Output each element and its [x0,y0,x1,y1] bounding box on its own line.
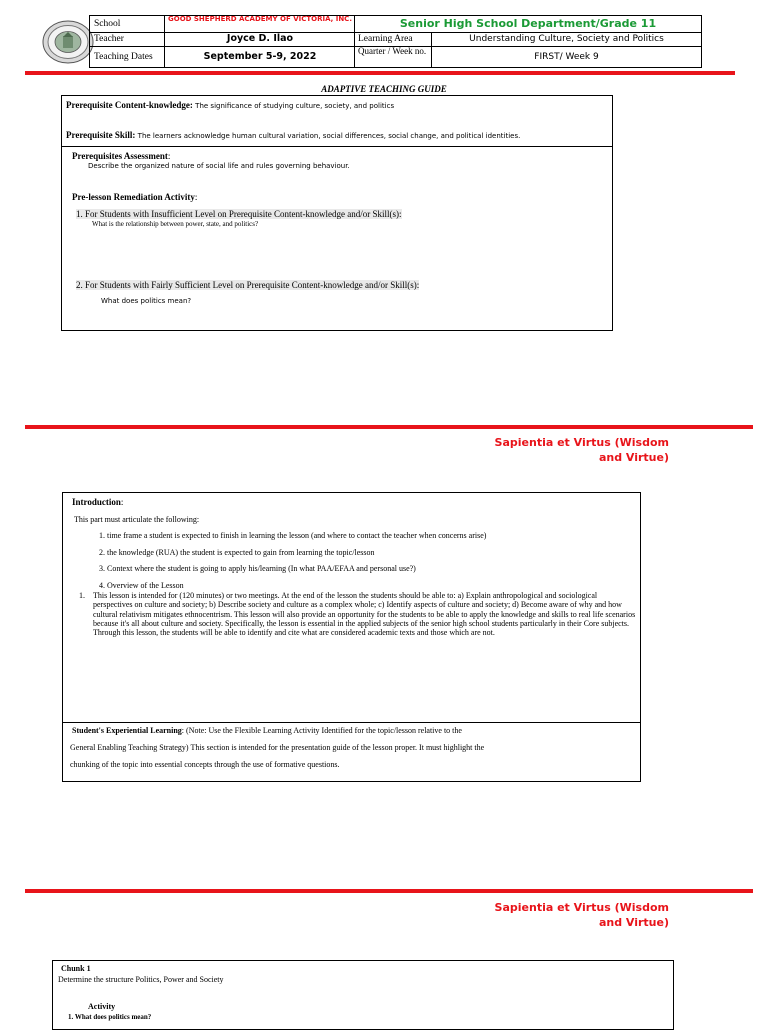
assessment-label: Prerequisites Assessment [72,151,168,161]
quarter-label: Quarter / Week no. [358,46,427,56]
introduction-label: Introduction [72,497,121,507]
remediation-label: Pre-lesson Remediation Activity [72,192,195,202]
school-name: GOOD SHEPHERD ACADEMY OF VICTORIA, INC. [168,15,352,23]
intro-point: 3. Context where the student is going to apply his/learning (In what PAA/EFAA and personal use?) [99,564,416,573]
activity-label: Activity [88,1002,116,1011]
motto-line-1: Sapientia et Virtus (Wisdom [494,436,669,449]
quarter-value: FIRST/ Week 9 [534,52,599,62]
teacher-label: Teacher [94,34,124,44]
prereq-content-text: The significance of studying culture, society, and politics [195,102,395,110]
intro-point: 1. time frame a student is expected to finish in learning the lesson (and where to contact the teacher when concerns arise) [99,531,487,540]
teacher-name: Joyce D. Ilao [226,33,294,44]
header-table [89,15,702,68]
school-seal-logo [42,20,94,64]
department-title: Senior High School Department/Grade 11 [399,17,657,30]
teaching-dates: September 5-9, 2022 [203,51,317,62]
experiential-line-1: (Note: Use the Flexible Learning Activity Identified for the topic/lesson relative to the [186,726,462,735]
motto-line-2: and Virtue) [598,451,669,464]
dates-label: Teaching Dates [94,52,153,62]
chunk-label: Chunk 1 [61,964,91,973]
experiential-line-3: chunking of the topic into essential concepts through the use of formative questions. [70,760,340,769]
overview-number: 1. [79,591,85,600]
divider-line [25,889,753,893]
motto-line-1: Sapientia et Virtus (Wisdom [494,901,669,914]
divider-line [25,425,753,429]
remediation-question-1: What is the relationship between power, state, and politics? [92,220,259,228]
activity-question-1: 1. What does politics mean? [68,1013,152,1021]
divider-line [25,71,735,75]
overview-text: This lesson is intended for (120 minutes) or two meetings. At the end of the lesson the students should be able to: a) Explain anthropological and sociological perspectives on culture and society; b) Describe society and culture as a complex whole; c) Identify aspects of culture and society; d) Become aware of why and how cultural relativism mitigates ethnocentrism. This lesson will also provide an opportunity for the students to be able to apply the knowledge and skills to real life scenarios because it's all about culture and society. Specifically, the lesson is essential in the applied subjects of the senior high school students particularly in their Core subjects. Through this lesson, the students will be able to identify and cite what are considered academic texts and those which are not. [93,591,636,638]
chunk-text: Determine the structure Politics, Power and Society [58,975,224,984]
experiential-label: Student's Experiential Learning [72,726,182,735]
prereq-skill-text: The learners acknowledge human cultural variation, social differences, social change, and political identities. [137,132,521,140]
remediation-item-1: 1. For Students with Insufficient Level on Prerequisite Content-knowledge and/or Skill(s): [76,209,402,219]
prereq-skill-label: Prerequisite Skill [66,130,133,140]
school-label: School [94,19,121,29]
school-motto [420,900,669,930]
motto-line-2: and Virtue) [598,916,669,929]
prereq-content-label: Prerequisite Content-knowledge [66,100,190,110]
experiential-line-2: General Enabling Teaching Strategy) This section is intended for the presentation guide of the lesson proper. It must highlight the [70,743,485,752]
remediation-question-2: What does politics mean? [101,297,192,305]
intro-point: 2. the knowledge (RUA) the student is expected to gain from learning the topic/lesson [99,548,375,557]
intro-point: 4. Overview of the Lesson [99,581,184,590]
learning-area-value: Understanding Culture, Society and Politics [469,34,664,44]
remediation-item-2: 2. For Students with Fairly Sufficient Level on Prerequisite Content-knowledge and/or Skill(s): [76,280,420,290]
assessment-text: Describe the organized nature of social life and rules governing behaviour. [88,162,350,170]
guide-title: ADAPTIVE TEACHING GUIDE [321,84,447,94]
learning-area-label: Learning Area [358,34,413,44]
school-motto [420,435,669,465]
introduction-lead: This part must articulate the following: [74,515,200,524]
